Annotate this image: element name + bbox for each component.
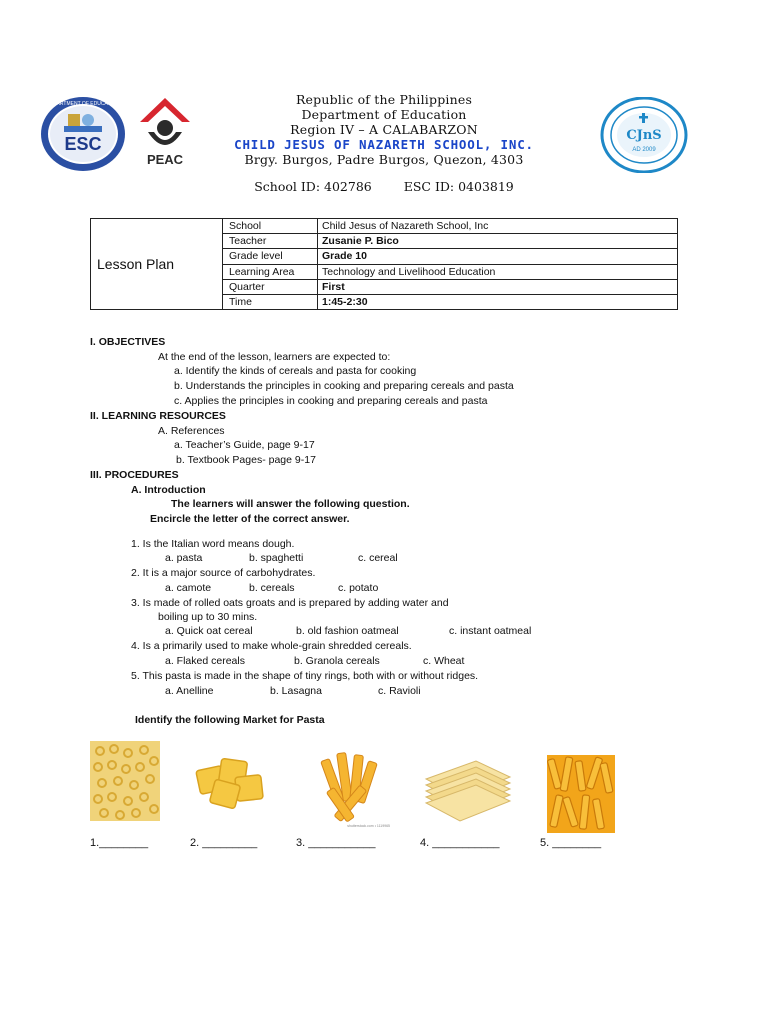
- identify-heading: Identify the following Market for Pasta: [135, 714, 325, 726]
- macaroni-pasta-image: [547, 755, 615, 833]
- header-republic: Republic of the Philippines: [295, 92, 473, 107]
- table-row: [223, 280, 677, 295]
- procedures-instruction: Encircle the letter of the correct answer.: [150, 513, 350, 525]
- header-school-name: CHILD JESUS OF NAZARETH SCHOOL, INC.: [234, 137, 534, 152]
- choice-c: c. potato: [338, 582, 379, 594]
- question-text: 5. This pasta is made in the shape of tiny rings, both with or without ridges.: [131, 670, 479, 682]
- row-label: Learning Area: [223, 265, 318, 279]
- school-header: [0, 92, 768, 167]
- table-row: [223, 249, 677, 264]
- resource-item: b. Textbook Pages- page 9-17: [176, 454, 316, 466]
- choice-c: c. Ravioli: [378, 685, 421, 697]
- deped-esc-text: ESC: [64, 134, 102, 154]
- row-label: Time: [223, 295, 318, 309]
- objective-item: b. Understands the principles in cooking and preparing cereals and pasta: [174, 380, 514, 392]
- row-label: Quarter: [223, 280, 318, 294]
- answer-blank[interactable]: 4. ___________: [420, 837, 500, 849]
- procedures-heading: III. PROCEDURES: [90, 469, 179, 481]
- header-department: Department of Education: [301, 107, 467, 122]
- anelline-pasta-image: [90, 741, 160, 821]
- choice-a: a. camote: [165, 582, 212, 594]
- procedures-introduction: A. Introduction: [131, 484, 206, 496]
- choice-a: a. Flaked cereals: [165, 655, 245, 667]
- table-row: [223, 295, 677, 309]
- question-text: 3. Is made of rolled oats groats and is prepared by adding water and: [131, 597, 449, 609]
- lesson-plan-table: [90, 218, 678, 310]
- question-text: 4. Is a primarily used to make whole-grain shredded cereals.: [131, 640, 412, 652]
- stock-watermark: shutterstock.com • 1119965: [347, 824, 390, 828]
- cjns-text: CJnS: [626, 128, 662, 143]
- deped-ring-text: DEPARTMENT OF EDUCATION: [46, 101, 120, 107]
- header-region: Region IV – A CALABARZON: [290, 122, 478, 137]
- row-value: Technology and Livelihood Education: [322, 265, 496, 278]
- penne-pasta-image: [298, 741, 408, 833]
- answer-blank[interactable]: 1.________: [90, 837, 149, 849]
- school-id: School ID: 402786: [254, 179, 372, 194]
- objective-item: a. Identify the kinds of cereals and pasta for cooking: [174, 365, 417, 377]
- choice-a: a. Quick oat cereal: [165, 625, 253, 637]
- resources-references: A. References: [158, 425, 225, 437]
- procedures-instruction: The learners will answer the following question.: [171, 498, 410, 510]
- cjns-year: AD 2009: [632, 147, 656, 153]
- choice-c: c. cereal: [358, 552, 398, 564]
- row-label: School: [223, 219, 318, 233]
- choice-b: b. spaghetti: [249, 552, 304, 564]
- row-label: Teacher: [223, 234, 318, 248]
- answer-blank[interactable]: 5. ________: [540, 837, 602, 849]
- answer-blank[interactable]: 2. _________: [190, 837, 258, 849]
- row-label: Grade level: [223, 249, 318, 263]
- resources-heading: II. LEARNING RESOURCES: [90, 410, 226, 422]
- school-ids: [0, 179, 768, 194]
- ravioli-pasta-image: [190, 750, 270, 814]
- row-value: First: [322, 280, 345, 293]
- esc-id: ESC ID: 0403819: [403, 179, 514, 194]
- question-text: 2. It is a major source of carbohydrates.: [131, 567, 316, 579]
- choice-b: b. old fashion oatmeal: [296, 625, 399, 637]
- resource-item: a. Teacher’s Guide, page 9-17: [174, 439, 315, 451]
- question-continuation: boiling up to 30 mins.: [158, 611, 258, 623]
- choice-b: b. cereals: [249, 582, 295, 594]
- table-row: [223, 219, 677, 234]
- peac-text: PEAC: [146, 152, 184, 167]
- objective-item: c. Applies the principles in cooking and preparing cereals and pasta: [174, 395, 488, 407]
- choice-a: a. pasta: [165, 552, 203, 564]
- table-row: [223, 265, 677, 280]
- choice-b: b. Lasagna: [270, 685, 322, 697]
- row-value: Grade 10: [322, 250, 367, 263]
- choice-a: a. Anelline: [165, 685, 214, 697]
- lasagna-pasta-image: [420, 747, 516, 831]
- row-value: 1:45-2:30: [322, 295, 368, 308]
- header-address: Brgy. Burgos, Padre Burgos, Quezon, 4303: [244, 152, 524, 167]
- objectives-heading: I. OBJECTIVES: [90, 336, 166, 348]
- answer-blank[interactable]: 3. ___________: [296, 837, 376, 849]
- row-value: Child Jesus of Nazareth School, Inc: [322, 220, 489, 232]
- lesson-plan-title: Lesson Plan: [91, 219, 223, 309]
- objectives-intro: At the end of the lesson, learners are expected to:: [158, 351, 391, 363]
- row-value: Zusanie P. Bico: [322, 235, 399, 248]
- question-text: 1. Is the Italian word means dough.: [131, 538, 295, 550]
- choice-c: c. Wheat: [423, 655, 465, 667]
- table-row: [223, 234, 677, 249]
- choice-c: c. instant oatmeal: [449, 625, 532, 637]
- choice-b: b. Granola cereals: [294, 655, 380, 667]
